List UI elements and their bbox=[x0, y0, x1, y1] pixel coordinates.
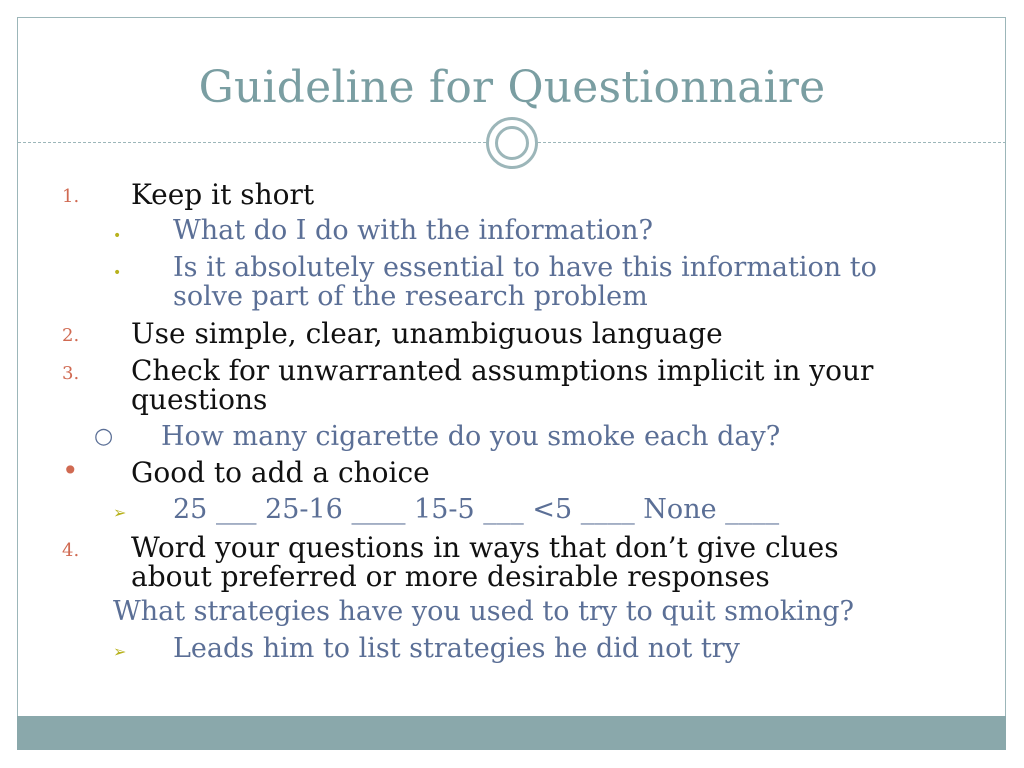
list-item-add-choice: Good to add a choice bbox=[131, 456, 430, 489]
arrow-bullet-icon: ➢ bbox=[113, 642, 127, 661]
bullet-dot-icon: • bbox=[113, 265, 122, 281]
ring-ornament-icon bbox=[486, 117, 538, 169]
list-number-1: 1. bbox=[62, 186, 80, 207]
sub-item-information-use: What do I do with the information? bbox=[173, 215, 654, 246]
choice-options: 25 ___ 25-16 ____ 15-5 ___ <5 ____ None ____ bbox=[173, 494, 780, 525]
sub-item-essential-line1: Is it absolutely essential to have this information to bbox=[173, 252, 877, 283]
list-number-2: 2. bbox=[62, 325, 80, 346]
list-item-assumptions-line2: questions bbox=[131, 383, 268, 416]
bullet-dot-icon: • bbox=[113, 228, 122, 244]
list-item-word-questions-line1: Word your questions in ways that don’t give clues bbox=[131, 531, 839, 564]
list-number-3: 3. bbox=[62, 363, 80, 384]
arrow-bullet-icon: ➢ bbox=[113, 503, 127, 522]
list-item-assumptions-line1: Check for unwarranted assumptions implicit in your bbox=[131, 354, 874, 387]
list-item-word-questions-line2: about preferred or more desirable responses bbox=[131, 560, 770, 593]
list-item-keep-short: Keep it short bbox=[131, 178, 315, 211]
list-number-4: 4. bbox=[62, 540, 80, 561]
footer-accent-bar bbox=[17, 716, 1006, 750]
example-cigarette-question: How many cigarette do you smoke each day? bbox=[161, 421, 781, 452]
example-strategies-question: What strategies have you used to try to quit smoking? bbox=[113, 596, 854, 627]
list-item-simple-language: Use simple, clear, unambiguous language bbox=[131, 317, 723, 350]
sub-item-essential-line2: solve part of the research problem bbox=[173, 281, 648, 312]
red-dot-bullet-icon: • bbox=[62, 454, 79, 487]
example-strategies-note: Leads him to list strategies he did not try bbox=[173, 633, 740, 664]
hollow-circle-bullet-icon: ○ bbox=[94, 424, 114, 449]
slide-title: Guideline for Questionnaire bbox=[198, 62, 826, 113]
ring-ornament-inner-icon bbox=[495, 126, 529, 160]
